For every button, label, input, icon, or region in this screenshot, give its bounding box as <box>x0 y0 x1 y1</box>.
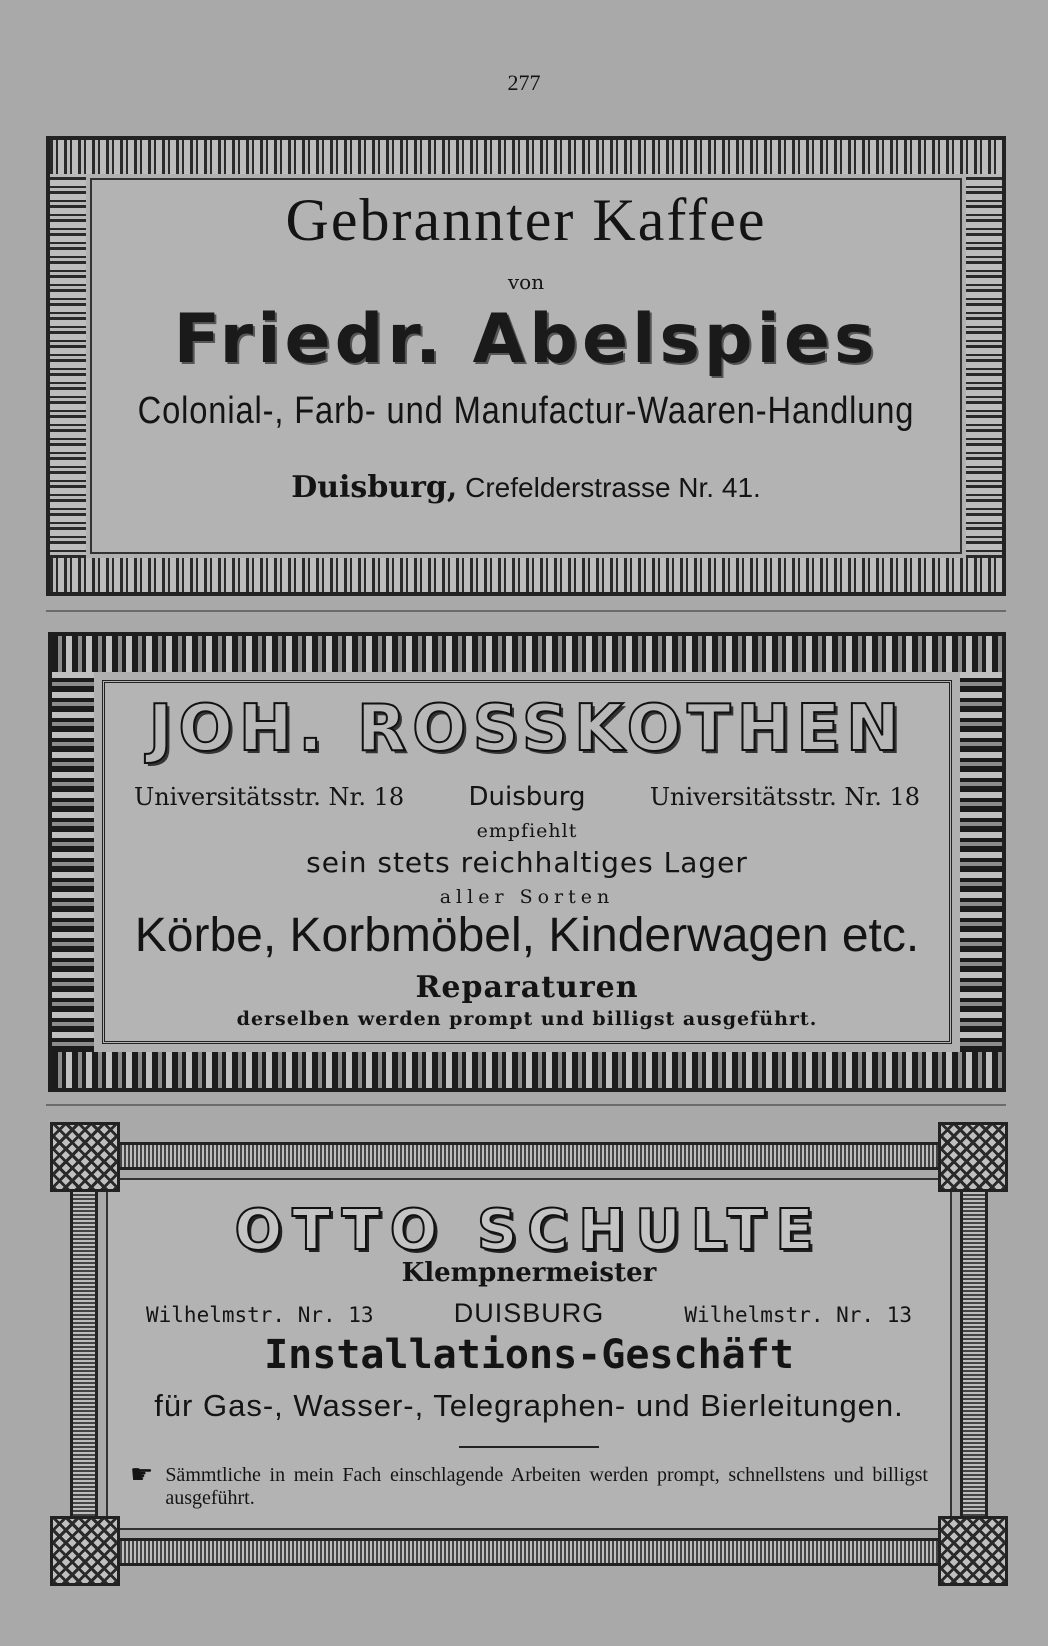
address-row <box>134 782 920 812</box>
repairs-note: derselben werden prompt und billigst ausgeführt. <box>236 1008 818 1030</box>
ornamental-border-top <box>50 140 1002 174</box>
note-text: Sämmtliche in mein Fach einschlagende Arbeiten werden prompt, schnellstens und billigst ausgeführt. <box>165 1464 928 1509</box>
ornamental-rail-bottom <box>120 1538 938 1566</box>
business-description: Installations-Geschäft <box>264 1332 794 1378</box>
city: Duisburg, <box>291 470 458 505</box>
repairs-title: Reparaturen <box>415 970 639 1005</box>
divider <box>46 610 1006 612</box>
ornamental-rail-top <box>120 1142 938 1170</box>
merchant-name: OTTO SCHULTE <box>234 1198 824 1263</box>
advertisement-schulte <box>50 1122 1008 1586</box>
pointing-hand-icon: ☛ <box>130 1460 154 1490</box>
page-number: 277 <box>507 70 541 95</box>
celtic-knot-icon <box>50 1516 120 1586</box>
address-right: Wilhelmstr. Nr. 13 <box>684 1303 912 1327</box>
ornamental-border-top <box>52 636 1002 672</box>
trade-title: Klempnermeister <box>401 1258 657 1288</box>
products-text: Körbe, Korbmöbel, Kinderwagen etc. <box>134 909 920 962</box>
address-line <box>50 470 1002 505</box>
advertisement-rosskothen <box>48 632 1006 1092</box>
celtic-knot-icon <box>938 1516 1008 1586</box>
address-left: Universitätsstr. Nr. 18 <box>134 783 405 811</box>
ornamental-border-bottom <box>50 558 1002 592</box>
recommends-text: empfiehlt <box>476 820 578 842</box>
stock-text: sein stets reichhaltiges Lager <box>306 846 748 879</box>
celtic-knot-icon <box>938 1122 1008 1192</box>
address-right: Universitätsstr. Nr. 18 <box>649 783 920 811</box>
business-description: Colonial-, Farb- und Manufactur-Waaren-Handlung <box>137 390 915 432</box>
address-row <box>146 1298 912 1329</box>
city: Duisburg <box>468 782 586 812</box>
ad-von: von <box>507 270 545 294</box>
address-left: Wilhelmstr. Nr. 13 <box>146 1303 374 1327</box>
ad-headline: Gebrannter Kaffee <box>285 187 767 253</box>
note <box>130 1460 928 1510</box>
ornamental-border-bottom <box>52 1052 1002 1088</box>
merchant-name: JOH. ROSSKOTHEN <box>148 692 906 766</box>
services-text: für Gas-, Wasser-, Telegraphen- und Bierleitungen. <box>154 1388 904 1423</box>
advertisement-abelspies <box>46 136 1006 596</box>
decorative-rule <box>459 1446 599 1448</box>
street-address: Crefelderstrasse Nr. 41. <box>465 472 761 503</box>
sorts-text: aller Sorten <box>439 886 615 908</box>
celtic-knot-icon <box>50 1122 120 1192</box>
city: DUISBURG <box>453 1298 605 1328</box>
merchant-name: Friedr. Abelspies <box>173 300 879 379</box>
divider <box>46 1104 1006 1106</box>
